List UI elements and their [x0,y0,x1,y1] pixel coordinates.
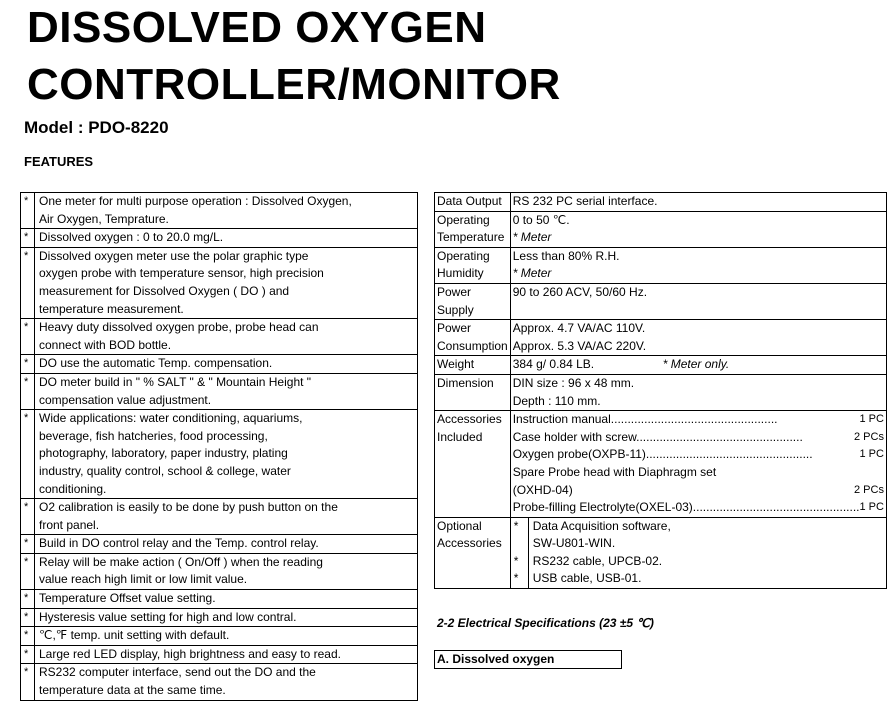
feature-line: Air Oxygen, Temprature. [39,211,169,226]
feature-text [35,608,418,627]
spec-value: Approx. 4.7 VA/AC 110V. [512,321,646,336]
feature-line: Large red LED display, high brightness and easy to read. [39,646,341,661]
electrical-specifications-heading: 2-2 Electrical Specifications (23 ±5 ℃) [437,616,654,630]
spec-label: Accessories [437,412,502,427]
features-heading: FEATURES [24,154,94,169]
feature-text [35,229,418,248]
optional-accessory-text [528,518,886,553]
feature-text [35,553,418,589]
spec-label: Temperature [437,230,505,245]
feature-row [21,247,418,318]
feature-line: ℃,℉ temp. unit setting with default. [39,628,230,643]
accessory-name-text: Instruction manual [512,412,611,427]
accessory-item [513,446,884,464]
spec-row-power-supply [435,283,887,319]
bullet-marker: * [21,499,35,535]
feature-row [21,553,418,589]
feature-row [21,410,418,499]
feature-text [35,247,418,318]
bullet-marker: * [21,590,35,609]
spec-row-power-consumption [435,320,887,356]
spec-label: Weight [435,356,511,375]
feature-line: connect with BOD bottle. [39,337,172,352]
bullet-marker: * [21,645,35,664]
bullet-marker: * [513,518,519,533]
accessory-name: Spare Probe head with Diaphragm set [512,464,717,479]
feature-text [35,590,418,609]
spec-row-optional-accessories [435,517,887,588]
accessory-quantity: 2 PCs [854,430,884,443]
optional-accessory-text [528,553,886,571]
spec-label: Included [437,429,483,444]
spec-row-dimension [435,374,887,410]
optional-accessories-list [510,517,886,588]
spec-value: 384 g/ 0.84 LB. [512,357,595,372]
feature-line: DO meter build in " % SALT " & " Mountain Height " [39,374,312,389]
feature-line: Dissolved oxygen : 0 to 20.0 mg/L. [39,230,224,245]
feature-row [21,664,418,700]
feature-line: conditioning. [39,481,107,496]
accessory-name-text: Oxygen probe(OXPB-11) [512,447,646,462]
feature-text [35,373,418,409]
feature-line: compensation value adjustment. [39,392,212,407]
feature-row [21,608,418,627]
feature-line: O2 calibration is easily to be done by push button on the [39,500,338,515]
feature-line: industry, quality control, school & college, water [39,463,291,478]
bullet-marker: * [21,553,35,589]
accessory-name [513,429,803,447]
bullet-marker: * [513,571,519,586]
accessory-item [513,429,884,447]
bullet-marker: * [21,229,35,248]
feature-text [35,645,418,664]
feature-row [21,319,418,355]
bullet-marker: * [21,319,35,355]
spec-row-operating-temperature [435,211,887,247]
accessory-quantity: 1 PC [859,448,884,461]
optional-accessory-line: SW-U801-WIN. [532,536,616,551]
feature-text [35,410,418,499]
feature-row [21,193,418,229]
feature-line: photography, laboratory, paper industry, plating [39,446,288,461]
accessory-name [513,482,854,500]
feature-text [35,193,418,229]
accessory-name-text: Probe-filling Electrolyte(OXEL-03) [512,500,693,515]
feature-row [21,499,418,535]
optional-accessory-line: USB cable, USB-01. [532,571,642,586]
optional-accessory-item [511,553,886,571]
bullet-marker: * [21,410,35,499]
feature-line: DO use the automatic Temp. compensation. [39,356,273,371]
accessory-item [513,499,884,517]
optional-accessory-item [511,518,886,553]
feature-line: Hysteresis value setting for high and low contral. [39,609,297,624]
leader-dots: .................................................. [692,500,860,515]
feature-line: Build in DO control relay and the Temp. control relay. [39,536,319,551]
spec-label: Data Output [435,193,511,212]
feature-line: front panel. [39,517,100,532]
feature-line: Wide applications: water conditioning, aquariums, [39,411,303,426]
feature-line: value reach high limit or low limit value. [39,572,248,587]
feature-line: temperature measurement. [39,301,184,316]
bullet-marker: * [21,627,35,646]
spec-note: * Meter [512,230,552,245]
accessories-list [510,411,886,518]
spec-label: Operating [437,248,490,263]
spec-row-accessories [435,411,887,518]
spec-label: Dimension [435,374,511,410]
feature-text [35,355,418,374]
feature-row [21,590,418,609]
feature-text [35,627,418,646]
feature-row [21,355,418,374]
feature-text [35,535,418,554]
bullet-marker: * [21,355,35,374]
spec-label: Power [437,321,472,336]
optional-accessory-line: Data Acquisition software, [532,518,671,533]
spec-row-data-output [435,193,887,212]
feature-line: Heavy duty dissolved oxygen probe, probe head can [39,320,319,335]
accessory-item [513,482,884,500]
leader-dots: .................................................. [645,447,813,462]
spec-label: Humidity [437,266,484,281]
feature-line: One meter for multi purpose operation : Dissolved Oxygen, [39,194,352,208]
spec-value: Depth : 110 mm. [512,393,601,408]
feature-line: Relay will be make action ( On/Off ) when the reading [39,554,323,569]
bullet-marker: * [21,247,35,318]
accessory-name [513,446,813,464]
model-number: Model : PDO-8220 [24,118,169,137]
spec-note: * Meter [512,266,552,281]
spec-label: Power Supply [435,283,511,319]
feature-row [21,535,418,554]
spec-value: RS 232 PC serial interface. [510,193,886,212]
spec-note: * Meter only. [662,357,730,372]
feature-line: beverage, fish hatcheries, food processing, [39,428,268,443]
bullet-marker: * [21,373,35,409]
spec-label: Operating [437,212,490,227]
accessory-name [513,499,860,517]
feature-text [35,499,418,535]
accessory-name-text: Case holder with screw [512,429,637,444]
feature-text [35,319,418,355]
spec-row-weight [435,356,887,375]
document-title-line-2: CONTROLLER/MONITOR [27,60,561,109]
feature-line: temperature data at the same time. [39,683,226,698]
spec-value: DIN size : 96 x 48 mm. [512,375,635,390]
feature-text [35,664,418,700]
feature-row [21,229,418,248]
feature-line: Dissolved oxygen meter use the polar graphic type [39,248,309,263]
features-table [20,192,418,701]
leader-dots: .................................................. [610,412,778,427]
optional-accessory-line: RS232 cable, UPCB-02. [532,553,663,568]
spec-value: 90 to 260 ACV, 50/60 Hz. [510,283,886,319]
accessory-item [513,411,884,429]
leader-dots: .................................................. [636,429,803,444]
optional-accessory-item [511,570,886,588]
bullet-marker: * [21,664,35,700]
accessory-name [513,411,778,429]
accessory-quantity: 1 PC [859,413,884,426]
feature-line: oxygen probe with temperature sensor, high precision [39,266,324,281]
bullet-marker: * [21,608,35,627]
bullet-marker: * [513,553,519,568]
spec-value: 0 to 50 ℃. [512,212,570,227]
document-title-line-1: DISSOLVED OXYGEN [27,3,487,52]
accessory-quantity: 2 PCs [854,483,884,496]
feature-row [21,627,418,646]
feature-line: measurement for Dissolved Oxygen ( DO ) and [39,283,290,298]
optional-accessory-text [528,570,886,588]
spec-value: Approx. 5.3 VA/AC 220V. [512,338,647,353]
feature-line: RS232 computer interface, send out the DO and the [39,665,316,680]
feature-row [21,645,418,664]
dissolved-oxygen-section-box: A. Dissolved oxygen [434,650,622,669]
specifications-table [434,192,887,589]
spec-label: Optional [437,518,482,533]
feature-line: Temperature Offset value setting. [39,591,216,606]
spec-label: Accessories [437,536,502,551]
spec-value: Less than 80% R.H. [512,248,620,263]
bullet-marker: * [21,535,35,554]
accessory-name-text: (OXHD-04) [512,482,573,497]
accessory-quantity: 1 PC [859,501,884,514]
spec-row-operating-humidity [435,247,887,283]
feature-row [21,373,418,409]
spec-label: Consumption [437,338,508,353]
bullet-marker: * [21,193,35,229]
